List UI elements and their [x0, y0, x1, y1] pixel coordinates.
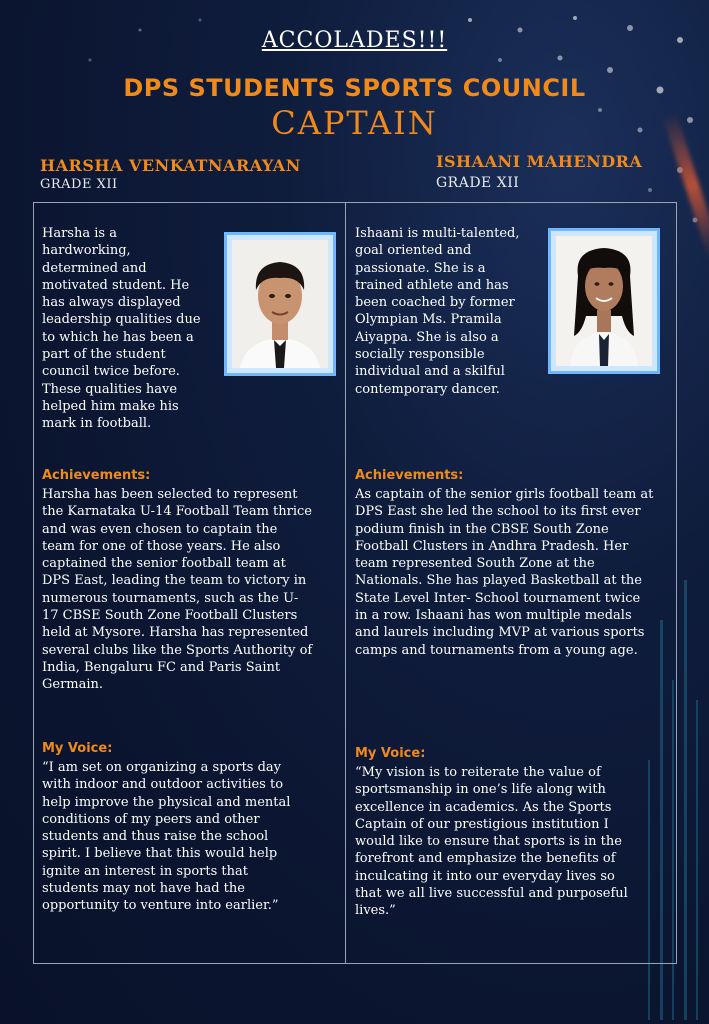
left-voice-heading: My Voice:: [42, 741, 113, 756]
girl-portrait-icon: [556, 236, 652, 366]
left-student-photo: [224, 232, 336, 376]
left-bio: Harsha is a hardworking, determined and motivated student. He has always displayed leadership qualities due to which he has been a part of the student council twice before. These qualities have helped him make his mark in football.: [42, 226, 201, 432]
right-student-name: ISHAANI MAHENDRA: [436, 152, 643, 171]
left-student-name: HARSHA VENKATNARAYAN: [40, 156, 301, 175]
council-title: DPS STUDENTS SPORTS COUNCIL: [123, 74, 586, 102]
right-achievements-text: As captain of the senior girls football team at DPS East she led the school to its first ever podium finish in the CBSE South Zone Football Clusters in Andhra Pradesh. Her team represented South Zone at the Nationals. She has played Basketball at the State Level Inter- School tournament twice in a row. Ishaani has won multiple medals and laurels including MVP at various sports camps and tournaments from a young age.: [355, 487, 654, 658]
role-title: CAPTAIN: [271, 104, 438, 142]
accolades-title: ACCOLADES!!!: [261, 28, 448, 53]
left-student-grade: GRADE XII: [40, 177, 118, 192]
right-student-grade: GRADE XII: [436, 175, 520, 191]
left-achievements-heading: Achievements:: [42, 468, 151, 483]
left-voice-text: “I am set on organizing a sports day with indoor and outdoor activities to help improve the physical and mental conditions of my peers and other students and thus raise the school spirit. I believe that this would help ignite an interest in sports that students may not have had the opportunity to venture into earlier.”: [42, 760, 291, 914]
right-voice-text: “My vision is to reiterate the value of sportsmanship in one’s life along with excellence in academics. As the Sports Captain of our prestigious institution I would like to ensure that sports is in the forefront and emphasize the benefits of inculcating it into our everyday lives so that we all live successful and purposeful lives.”: [355, 765, 628, 919]
right-student-photo: [548, 228, 660, 374]
right-voice-heading: My Voice:: [355, 746, 426, 761]
right-achievements-heading: Achievements:: [355, 468, 464, 483]
left-achievements-text: Harsha has been selected to represent the Karnataka U-14 Football Team thrice and was even chosen to captain the team for one of those years. He also captained the senior football team at DPS East, leading the team to victory in numerous tournaments, such as the U-17 CBSE South Zone Football Clusters held at Mysore. Harsha has represented several clubs like the Sports Authority of India, Bengaluru FC and Paris Saint Germain.: [42, 487, 313, 693]
right-bio: Ishaani is multi-talented, goal oriented and passionate. She is a trained athlete and has been coached by former Olympian Ms. Pramila Aiyappa. She is also a socially responsible individual and a skilful contemporary dancer.: [355, 226, 520, 397]
boy-portrait-icon: [232, 240, 328, 368]
